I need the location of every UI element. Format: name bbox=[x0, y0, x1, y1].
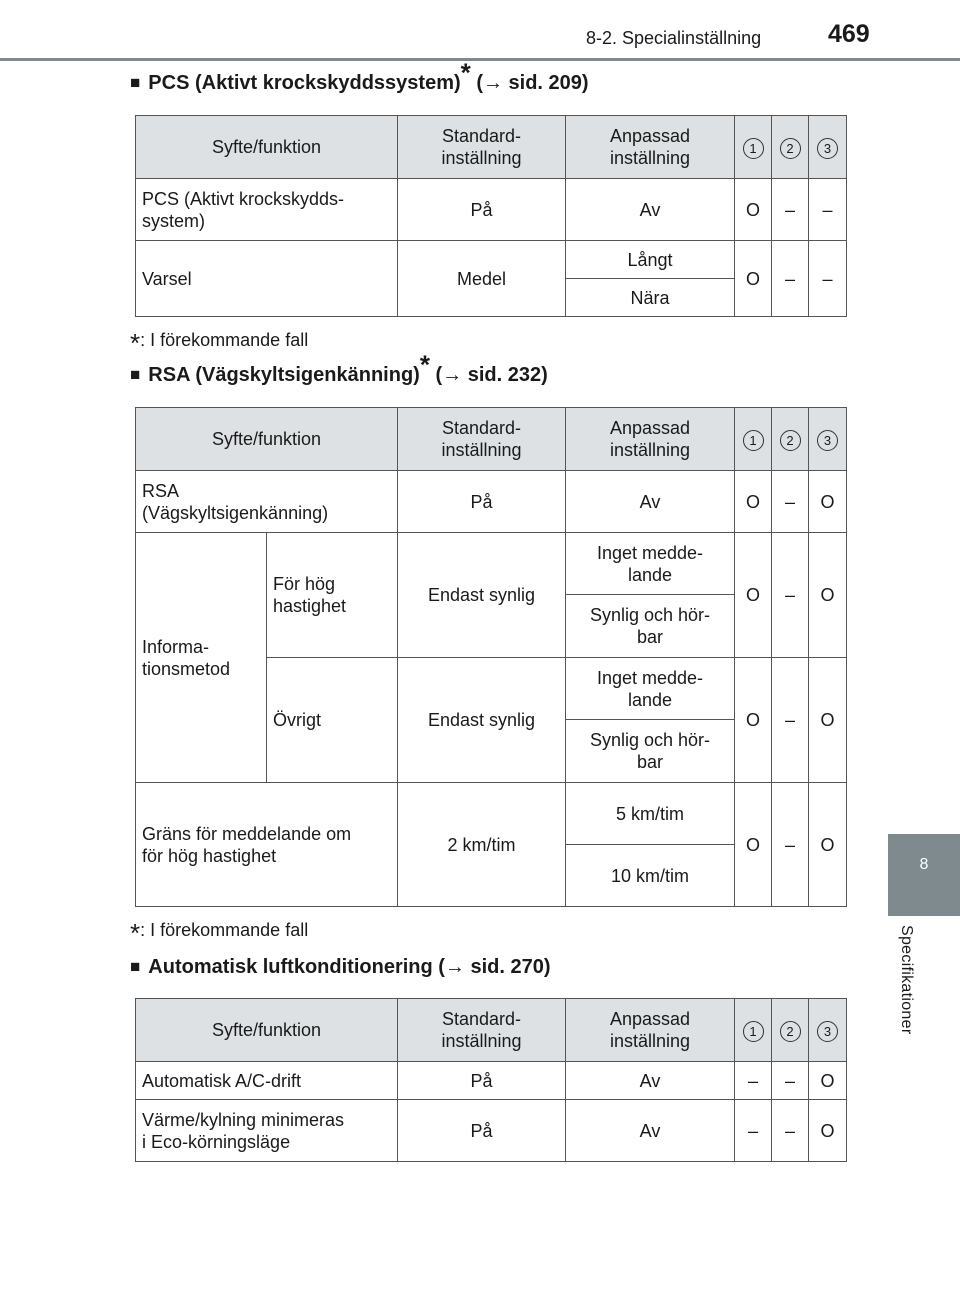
col-1 bbox=[735, 408, 772, 471]
pcs-footnote: *: I förekommande fall bbox=[130, 328, 309, 358]
table-row: Nära bbox=[136, 279, 847, 317]
table-row: RSA (Vägskyltsigenkänning) På Av O – O bbox=[136, 471, 847, 533]
col-purpose: Syfte/funktion bbox=[136, 408, 398, 471]
rsa-footnote: *: I förekommande fall bbox=[130, 918, 309, 948]
square-bullet-icon: ■ bbox=[130, 365, 141, 384]
table-row: Varsel Medel Långt O – – bbox=[136, 241, 847, 279]
table-row: Gräns för meddelande om för hög hastighet 2 km/tim 5 km/tim O – O bbox=[136, 783, 847, 845]
table-row: Informa- tionsmetod För hög hastighet Endast synlig Inget medde- lande O – O bbox=[136, 533, 847, 595]
header-rule bbox=[0, 58, 960, 61]
col-purpose: Syfte/funktion bbox=[136, 999, 398, 1062]
chapter-number: 8 bbox=[919, 856, 929, 873]
page-reference: (→ sid. 232) bbox=[429, 364, 548, 386]
chapter-tab bbox=[888, 834, 960, 916]
circled-1-icon: 1 bbox=[743, 138, 764, 159]
circled-3-icon: 3 bbox=[817, 138, 838, 159]
col-3 bbox=[809, 116, 847, 179]
table-row: 10 km/tim bbox=[136, 845, 847, 907]
table-row: Synlig och hör- bar bbox=[136, 595, 847, 658]
col-purpose: Syfte/funktion bbox=[136, 116, 398, 179]
table-row: Synlig och hör- bar bbox=[136, 720, 847, 783]
circled-1-icon: 1 bbox=[743, 1021, 764, 1042]
circled-2-icon: 2 bbox=[780, 138, 801, 159]
col-2 bbox=[772, 999, 809, 1062]
circled-2-icon: 2 bbox=[780, 430, 801, 451]
col-custom: Anpassad inställning bbox=[566, 408, 735, 471]
table-header-row bbox=[136, 116, 847, 179]
table-row: Värme/kylning minimeras i Eco-körningsläge På Av – – O bbox=[136, 1100, 847, 1162]
square-bullet-icon: ■ bbox=[130, 957, 141, 976]
square-bullet-icon: ■ bbox=[130, 73, 141, 92]
circled-3-icon: 3 bbox=[817, 430, 838, 451]
rsa-table bbox=[135, 407, 847, 907]
pcs-table bbox=[135, 115, 847, 317]
col-3 bbox=[809, 999, 847, 1062]
col-2 bbox=[772, 408, 809, 471]
col-custom: Anpassad inställning bbox=[566, 116, 735, 179]
pcs-heading: ■ PCS (Aktivt krockskyddssystem)* (→ sid. 209) bbox=[130, 57, 589, 94]
section-title: 8-2. Specialinställning bbox=[586, 28, 762, 48]
table-row: Övrigt Endast synlig Inget medde- lande O – O bbox=[136, 658, 847, 720]
col-1 bbox=[735, 999, 772, 1062]
circled-2-icon: 2 bbox=[780, 1021, 801, 1042]
col-2 bbox=[772, 116, 809, 179]
col-default: Standard- inställning bbox=[398, 116, 566, 179]
col-custom: Anpassad inställning bbox=[566, 999, 735, 1062]
page-reference: (→ sid. 209) bbox=[470, 72, 589, 94]
ac-table bbox=[135, 998, 847, 1162]
table-row: PCS (Aktivt krockskydds- system) På Av O – – bbox=[136, 179, 847, 241]
table-header-row bbox=[136, 408, 847, 471]
footnote-star: * bbox=[460, 57, 471, 88]
page-number: 469 bbox=[828, 20, 870, 48]
col-default: Standard- inställning bbox=[398, 408, 566, 471]
table-header-row bbox=[136, 999, 847, 1062]
circled-3-icon: 3 bbox=[817, 1021, 838, 1042]
table-row: Automatisk A/C-drift På Av – – O bbox=[136, 1062, 847, 1100]
circled-1-icon: 1 bbox=[743, 430, 764, 451]
ac-heading: ■ Automatisk luftkonditionering (→ sid. 270) bbox=[130, 956, 551, 978]
chapter-label: Specifikationer bbox=[898, 925, 915, 1035]
page-reference: (→ sid. 270) bbox=[432, 956, 551, 978]
col-3 bbox=[809, 408, 847, 471]
footnote-star: * bbox=[419, 349, 430, 380]
col-1 bbox=[735, 116, 772, 179]
col-default: Standard- inställning bbox=[398, 999, 566, 1062]
rsa-heading: ■ RSA (Vägskyltsigenkänning)* (→ sid. 232) bbox=[130, 349, 548, 386]
